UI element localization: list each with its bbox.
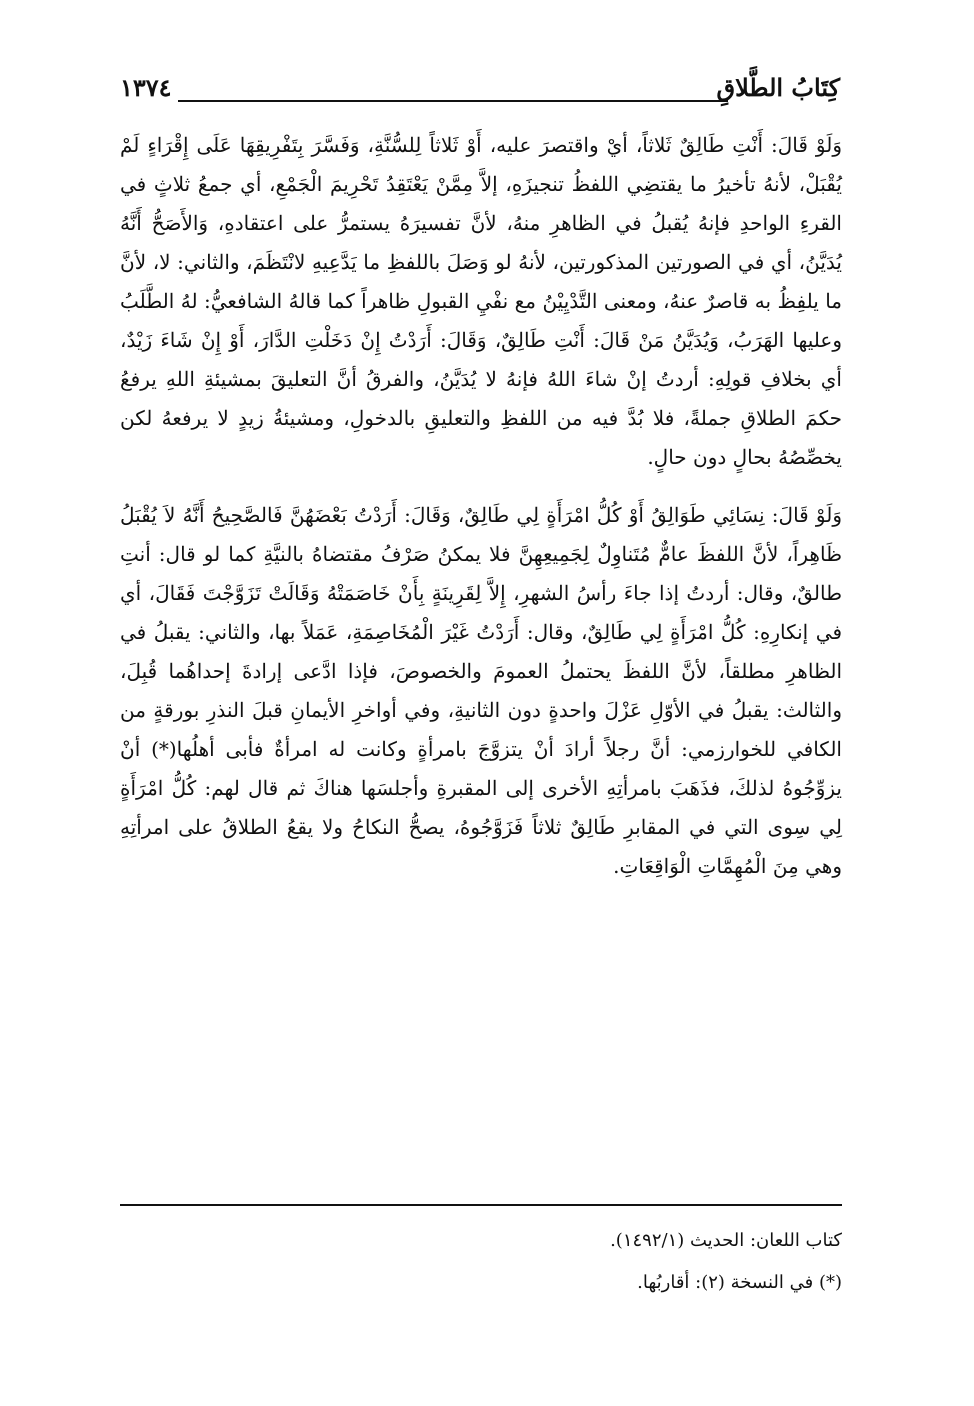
header-rule	[178, 100, 728, 102]
footnote-1: كتاب اللعان: الحديث (١٤٩٢/١).	[610, 1230, 842, 1251]
main-text	[120, 126, 842, 886]
footnote-rule	[120, 1204, 842, 1206]
paragraph-2: وَلَوْ قَالَ: نِسَائِي طَوَالِقُ أَوْ كُلُّ امْرَأَةٍ لِي طَالِقٌ، وَقَالَ: أَرَدْتُ بَعْضَهُنَّ فَالصَّحِيحُ أَنَّهُ لاَ يُقْبَلُ ظَاهِراً، لأنَّ اللفظَ عامٌّ مُتَناوِلٌ لِجَمِيعِهِنَّ فلا يمكنُ صَرْفُ مقتضاهُ بالنيَّةِ كما لو قال: أنتِ طالقٌ، وقال: أردتُ إذا جاءَ رأسُ الشهرِ، إِلاَّ لِقَرِينَةٍ بِأَنْ خَاصَمَتْهُ وَقَالَتْ تَزَوَّجْتَ فَقَالَ، أي في إنكارِهِ: كُلُّ امْرَأَةٍ لِي طَالِقٌ، وقال: أَرَدْتُ غَيْرَ الْمُخَاصِمَةِ، عَمَلاً بها، والثاني: يقبلُ في الظاهرِ مطلقاً، لأنَّ اللفظَ يحتملُ العمومَ والخصوصَ، فإذا ادَّعى إرادةَ إحداهُما قُبِلَ، والثالث: يقبلُ في الأوّلِ عَزْلَ واحدةٍ دون الثانيةِ، وفي أواخرِ الأيمانِ قبلَ النذرِ بورقةٍ من الكافي للخوارزمي: أنَّ رجلاً أرادَ أنْ يتزوَّجَ بامرأةٍ وكانت له امرأةٌ فأبى أهلُها(*) أنْ يزوِّجُوهُ لذلكَ، فذَهَبَ بامرأتِهِ الأخرى إلى المقبرةِ وأجلسَها هناكَ ثم قال لهم: كُلُّ امْرَأَةٍ لِي سِوى التي في المقابرِ طَالِقٌ ثلاثاً فَزَوَّجُوهُ، يصحُّ النكاحُ ولا يقعُ الطلاقُ على امرأتِهِ وهي مِنَ الْمُهِمَّاتِ الْوَاقِعَاتِ.	[120, 503, 843, 878]
footnotes-section	[120, 1204, 842, 1304]
footnote-2: (*) في النسخة (٢): أقاربُها.	[637, 1272, 842, 1293]
book-title: كِتَابُ الطَّلاقِ	[716, 73, 840, 102]
paragraph-1: وَلَوْ قَالَ: أَنْتِ طَالِقٌ ثَلاثاً، أيْ واقتصرَ عليه، أَوْ ثَلاثاً لِلسُّنَّةِ، وَفَسَّرَ بِتَفْرِيقِهَا عَلَى إِقْرَاءٍ لَمْ يُقْبَلْ، لأنهُ تأخيرُ ما يقتضِي اللفظُ تنجيزَهِ، إلاَّ مِمَّنْ يَعْتَقِدُ تَحْرِيمَ الْجَمْعِ، أي جمعُ ثلاثٍ في القرءِ الواحدِ فإنهُ يُقبلُ في الظاهرِ منهُ، لأنَّ تفسيرَهُ يستمرُّ على اعتقادهِ، وَالأَصَحُّ أَنَّهُ يُدَيَّنُ، أي في الصورتين المذكورتين، لأنهُ لو وَصَلَ باللفظِ ما يَدَّعِيهِ لانْتَظَمَ، والثاني: لا، لأنَّ ما يلفِظُ به قاصرٌ عنهُ، ومعنى التَّدْيِيْنُ مع نفْيِ القبولِ ظاهراً كما قالهُ الشافعيُّ: لهُ الطَّلَبُ وعليها الهَرَبُ، وَيُدَيَّنُ مَنْ قَالَ: أَنْتِ طَالِقٌ، وَقَالَ: أَرَدْتُ إِنْ دَخَلْتِ الدَّارَ، أَوْ إِنْ شَاءَ زَيْدٌ، أي بخلافِ قولِهِ: أردتُ إنْ شاءَ اللهُ فإنهُ لا يُدَيَّنُ، والفرقُ أنَّ التعليقَ بمشيئةِ اللهِ يرفعُ حكمَ الطلاقِ جملةً، فلا بُدَّ فيه من اللفظِ والتعليقِ بالدخولِ، ومشيئةُ زيدٍ لا يرفعهُ لكن يخصِّصُهُ بحالٍ دون حالٍ.	[120, 133, 842, 469]
page-header	[120, 72, 840, 112]
page-number: ١٣٧٤	[120, 73, 172, 102]
